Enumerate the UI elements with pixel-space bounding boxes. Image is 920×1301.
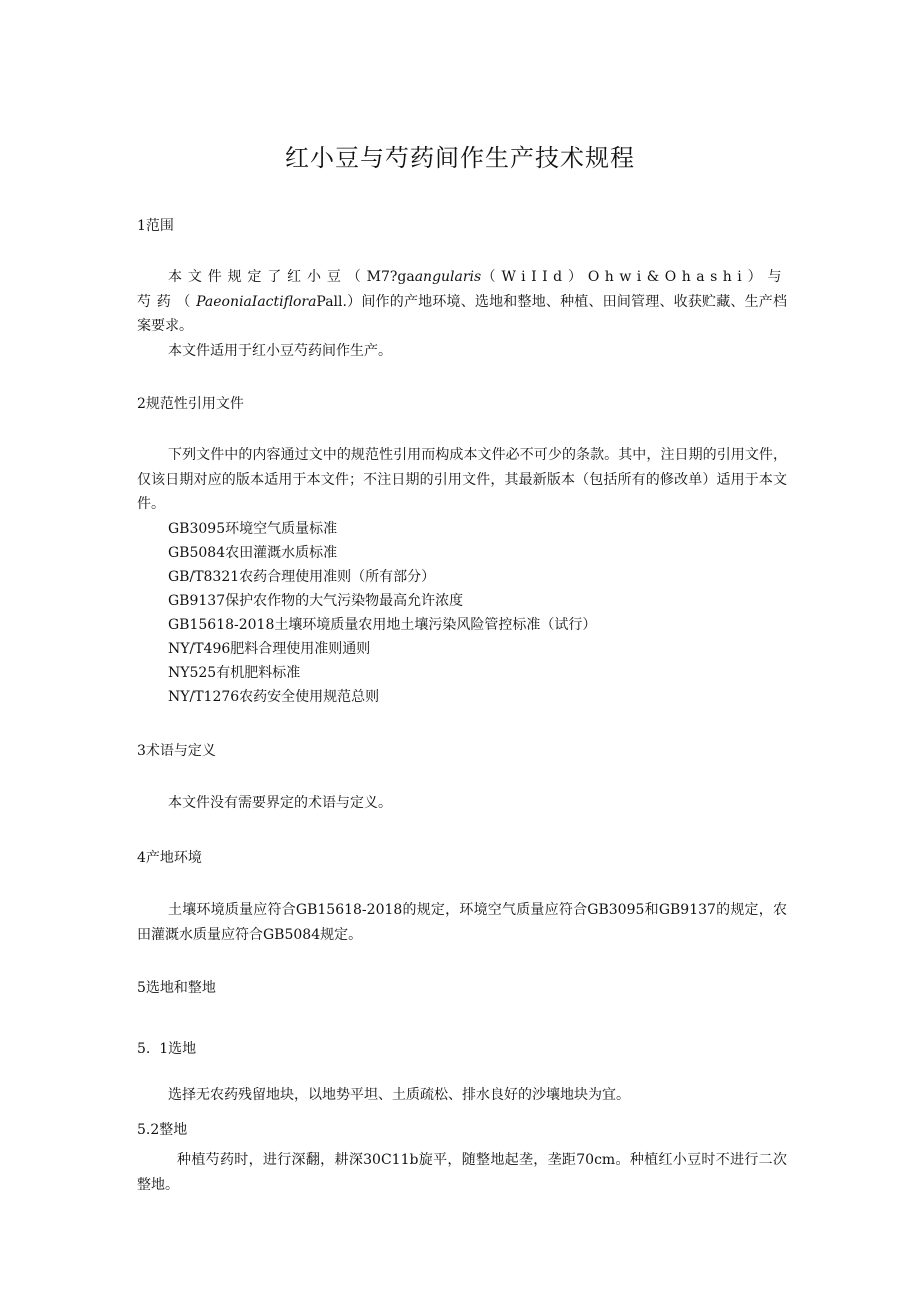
scope-latin-1-italic: angularis (414, 269, 482, 285)
section-5-2-heading: 5.2整地 (137, 1122, 188, 1138)
section-5-1-paragraph: 选择无农药残留地块，以地势平坦、土质疏松、排水良好的沙壤地块为宜。 (168, 1087, 630, 1103)
section-2-heading: 2规范性引用文件 (137, 396, 244, 412)
reference-item: NY/T496肥料合理使用准则通则 (168, 641, 371, 657)
reference-item: GB5084农田灌溉水质标准 (168, 545, 338, 561)
section-1-heading: 1范围 (137, 218, 174, 234)
reference-item: NY525有机肥料标准 (168, 665, 301, 681)
scope-text-part1: 本文件规定了红小豆（ (168, 269, 367, 285)
reference-item: NY/T1276农药安全使用规范总则 (168, 689, 380, 705)
reference-item: GB15618-2018土壤环境质量农用地土壤污染风险管控标准（试行） (168, 617, 597, 633)
scope-latin-2-italic: PaeoniaIactiflora (196, 293, 317, 310)
scope-text-part2: （WiIId）Ohwi&Ohashi）与芍药（ (137, 269, 787, 310)
reference-item: GB3095环境空气质量标准 (168, 521, 338, 537)
section-5-1-heading: 5. 1选地 (137, 1041, 197, 1057)
section-2-paragraph-1: 下列文件中的内容通过文中的规范性引用而构成本文件必不可少的条款。其中，注日期的引用文件，仅该日期对应的版本适用于本文件；不注日期的引用文件，其最新版本（包括所有的修改单）适用于本文件。 (137, 447, 787, 512)
section-4-paragraph-1: 土壤环境质量应符合GB15618-2018的规定，环境空气质量应符合GB3095和GB9137的规定，农田灌溉水质量应符合GB5084规定。 (137, 902, 787, 943)
scope-text-part3: ）间作的产地环境、选地和整地、种植、田间管理、收获贮藏、生产档案要求。 (137, 293, 788, 334)
document-title: 红小豆与芍药间作生产技术规程 (285, 144, 635, 172)
scope-latin-2: Pall. (316, 293, 347, 310)
scope-latin-1: M7?ga (366, 269, 415, 285)
section-5-2-paragraph: 种植芍药时，进行深翻，耕深30C11b旋平，随整地起垄，垄距70cm。种植红小豆时不进行二次整地。 (137, 1152, 787, 1193)
section-3-paragraph-1: 本文件没有需要界定的术语与定义。 (168, 795, 392, 811)
section-4-heading: 4产地环境 (137, 850, 202, 866)
reference-item: GB9137保护农作物的大气污染物最高允许浓度 (168, 593, 464, 609)
section-5-heading: 5选地和整地 (137, 980, 216, 996)
section-3-heading: 3术语与定义 (137, 743, 216, 759)
section-1-paragraph-1 (137, 265, 787, 339)
reference-item: GB/T8321农药合理使用准则（所有部分） (168, 569, 436, 585)
section-1-paragraph-2: 本文件适用于红小豆芍药间作生产。 (168, 343, 392, 359)
